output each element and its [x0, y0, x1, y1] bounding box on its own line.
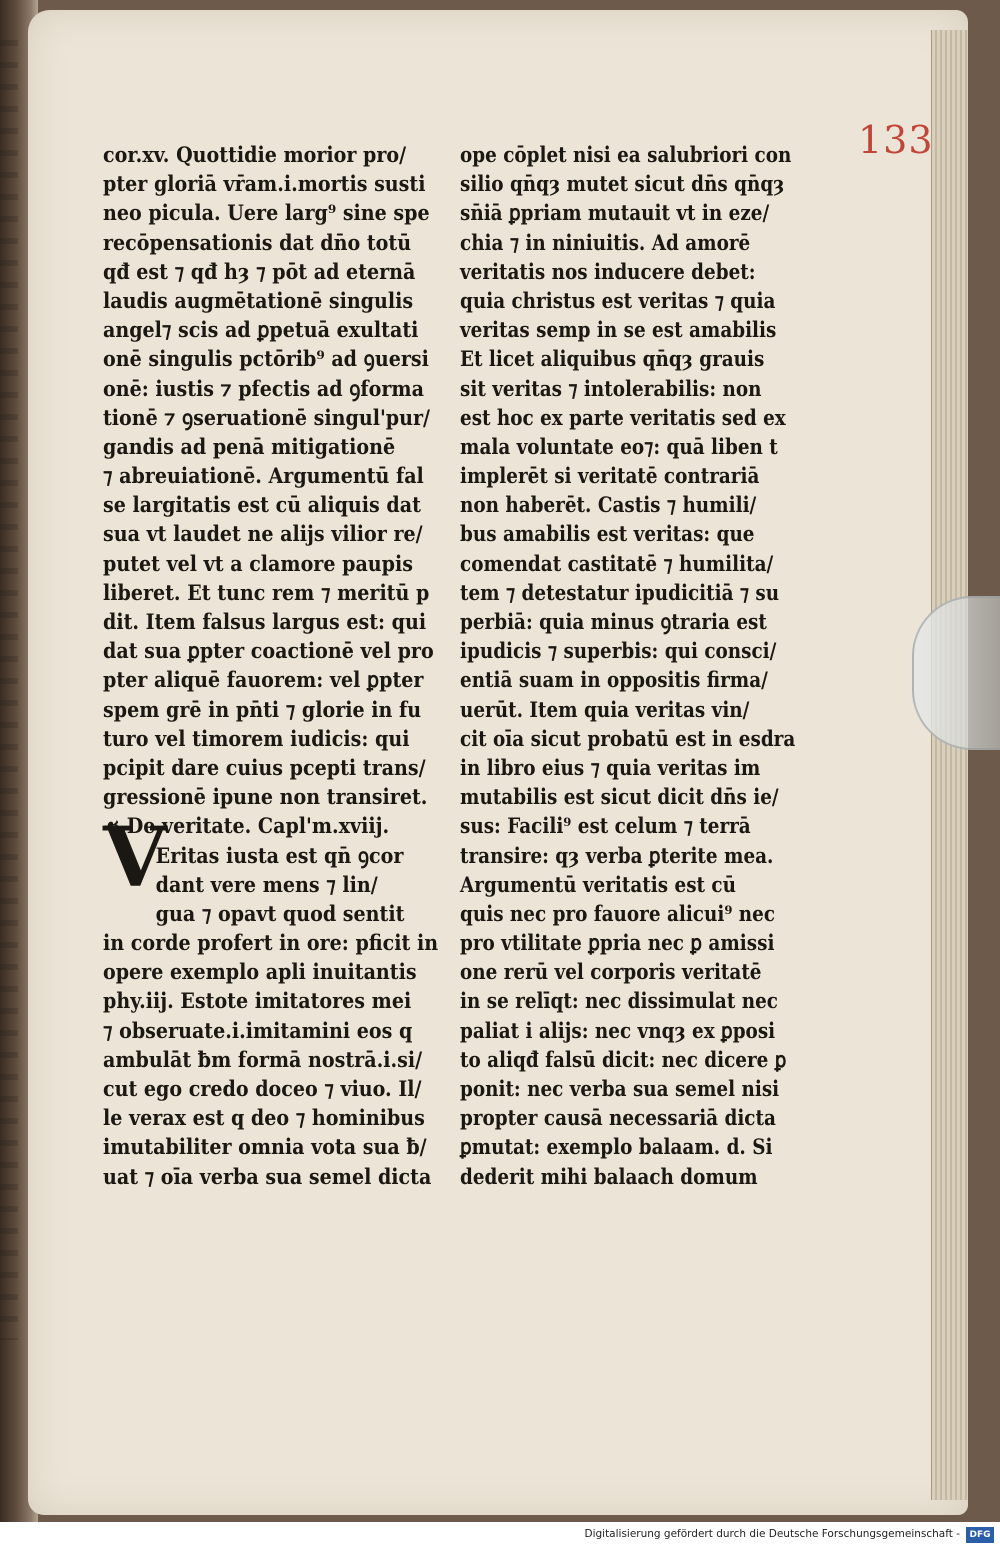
- text-line: onē: iustis ⁊ pfectis ad ꝯforma: [103, 375, 424, 401]
- text-line: implerēt si veritatē contrariā: [460, 463, 760, 489]
- text-line: comendat castitatē ⁊ humilita/: [460, 550, 774, 576]
- text-line: paliat i alijs: nec vnqȝ ex ꝑposi: [460, 1017, 776, 1043]
- text-line: mutabilis est sicut dicit dn̄s ie/: [460, 784, 779, 810]
- text-line: cit oīa sicut probatū est in esdra: [460, 725, 796, 751]
- dfg-logo-icon: DFG: [966, 1527, 994, 1543]
- text-line: ponit: nec verba sua semel nisi: [460, 1076, 780, 1101]
- text-line: sit veritas ⁊ intolerabilis: non: [460, 375, 762, 401]
- text-line: ⁊ abreuiationē. Argumentū fal: [103, 463, 424, 489]
- text-line: quis nec pro fauore alicui⁹ nec: [460, 900, 776, 926]
- text-line: chia ⁊ in niniuitis. Ad amorē: [460, 229, 751, 255]
- text-line: mala voluntate eo⁊: quā liben t: [460, 433, 778, 459]
- text-line: Eritas iusta est qn̄ ꝯcor: [155, 842, 404, 868]
- text-line: dat sua ꝑpter coactionē vel pro: [103, 638, 434, 664]
- text-line: phy.iij. Estote imitatores mei: [103, 988, 412, 1014]
- text-line: tem ⁊ detestatur ipudicitiā ⁊ su: [460, 579, 780, 605]
- text-line: pter gloriā vr̄am.i.mortis susti: [103, 171, 426, 197]
- text-line: pro vtilitate ꝑpria nec ꝑ amissi: [460, 930, 775, 956]
- text-line: angel⁊ scis ad ꝑpetuā exultati: [103, 317, 419, 343]
- folio-number: 133: [858, 118, 934, 162]
- text-line: to aliqđ falsū dicit: nec dicere ꝑ: [460, 1046, 787, 1072]
- text-line: gua ⁊ opavt quod sentit: [155, 900, 405, 926]
- text-line: non haberēt. Castis ⁊ humili/: [460, 492, 757, 518]
- text-line: ambulāt ƀm formā nostrā.i.si/: [103, 1046, 423, 1072]
- text-line: onē singulis pctōrib⁹ ad ꝯuersi: [103, 346, 429, 372]
- text-line: turo vel timorem iudicis: qui: [103, 725, 410, 751]
- text-line: laudis augmētationē singulis: [103, 287, 414, 313]
- text-line: gressionē ipune non transiret.: [103, 784, 428, 810]
- text-line: dit. Item falsus largus est: qui: [103, 609, 427, 634]
- text-line: ⁊ obseruate.i.imitamini eos q: [103, 1017, 413, 1043]
- text-line: uat ⁊ oīa verba sua semel dicta: [103, 1163, 432, 1189]
- text-line: one rerū vel corporis veritatē: [460, 959, 762, 985]
- text-line: dant vere mens ⁊ lin/: [155, 871, 378, 897]
- text-line: pter aliquē fauorem: vel ꝑpter: [103, 667, 424, 693]
- text-line: ope cōplet nisi ea salubriori con: [460, 142, 792, 167]
- text-line: uerūt. Item quia veritas vin/: [460, 696, 750, 722]
- left-page-bleed: [0, 40, 18, 1340]
- text-line: sn̄iā ꝑpriam mutauit vt in eze/: [460, 200, 770, 226]
- text-line: dederit mihi balaach domum: [460, 1163, 758, 1189]
- text-line: veritas semp in se est amabilis: [460, 317, 777, 343]
- text-line: in se relīqt: nec dissimulat nec: [460, 988, 778, 1014]
- text-line: neo picula. Uere larg⁹ sine spe: [103, 200, 430, 226]
- text-line: silio qn̄qȝ mutet sicut dn̄s qn̄qȝ: [460, 171, 785, 197]
- text-line: sus: Facili⁹ est celum ⁊ terrā: [460, 813, 751, 839]
- text-line: liberet. Et tunc rem ⁊ meritū p: [103, 579, 430, 605]
- text-line: entiā suam in oppositis firma/: [460, 667, 768, 693]
- text-line: le verax est q deo ⁊ hominibus: [103, 1105, 425, 1131]
- credit-bar: [0, 1522, 1000, 1549]
- text-line: propter causā necessariā dicta: [460, 1105, 776, 1131]
- page-stack-edge: [931, 30, 968, 1500]
- left-text-column: [103, 140, 439, 1191]
- page-clip: [912, 596, 1000, 750]
- text-line: pcipit dare cuius pcepti trans/: [103, 754, 426, 780]
- text-line: se largitatis est cū aliquis dat: [103, 492, 421, 518]
- text-line: quia christus est veritas ⁊ quia: [460, 287, 776, 313]
- text-line: in libro eius ⁊ quia veritas im: [460, 754, 761, 780]
- text-line: ipudicis ⁊ superbis: qui consci/: [460, 638, 777, 664]
- text-line: imutabiliter omnia vota sua ƀ/: [103, 1134, 427, 1160]
- text-line: recōpensationis dat dn̄o totū: [103, 229, 412, 255]
- text-line: tionē ⁊ ꝯseruationē singul'pur/: [103, 404, 431, 430]
- right-text-column: [460, 140, 796, 1191]
- text-line: est hoc ex parte veritatis sed ex: [460, 404, 786, 430]
- text-line: spem grē in pn̄ti ⁊ glorie in fu: [103, 696, 422, 722]
- text-line: ꝑmutat: exemplo balaam. d. Si: [460, 1134, 773, 1160]
- text-line: qđ est ⁊ qđ hȝ ⁊ pōt ad eternā: [103, 258, 416, 284]
- text-line: opere exemplo apli inuitantis: [103, 959, 417, 985]
- text-line: gandis ad penā mitigationē: [103, 433, 396, 459]
- text-line: Argumentū veritatis est cū: [460, 871, 736, 897]
- text-line: Et licet aliquibus qn̄qȝ grauis: [460, 346, 765, 372]
- text-line: cor.xv. Quottidie morior pro/: [103, 142, 407, 167]
- text-line: cut ego credo doceo ⁊ viuo. Il/: [103, 1076, 422, 1101]
- text-line: sua vt laudet ne alijs vilior re/: [103, 521, 423, 547]
- text-line: transire: qȝ verba ꝑterite mea.: [460, 842, 774, 868]
- text-line: perbiā: quia minus ꝯtraria est: [460, 609, 767, 634]
- text-line: putet vel vt a clamore paupis: [103, 550, 413, 576]
- funding-credit: Digitalisierung gefördert durch die Deutsche Forschungsgemeinschaft -: [584, 1528, 960, 1540]
- text-line: bus amabilis est veritas: que: [460, 521, 755, 547]
- text-line: ☙ De veritate. Capl'm.xviij.: [103, 813, 390, 839]
- text-line: veritatis nos inducere debet:: [460, 258, 756, 284]
- drop-capital: V: [103, 810, 167, 906]
- text-line: in corde profert in ore: pficit in: [103, 930, 439, 956]
